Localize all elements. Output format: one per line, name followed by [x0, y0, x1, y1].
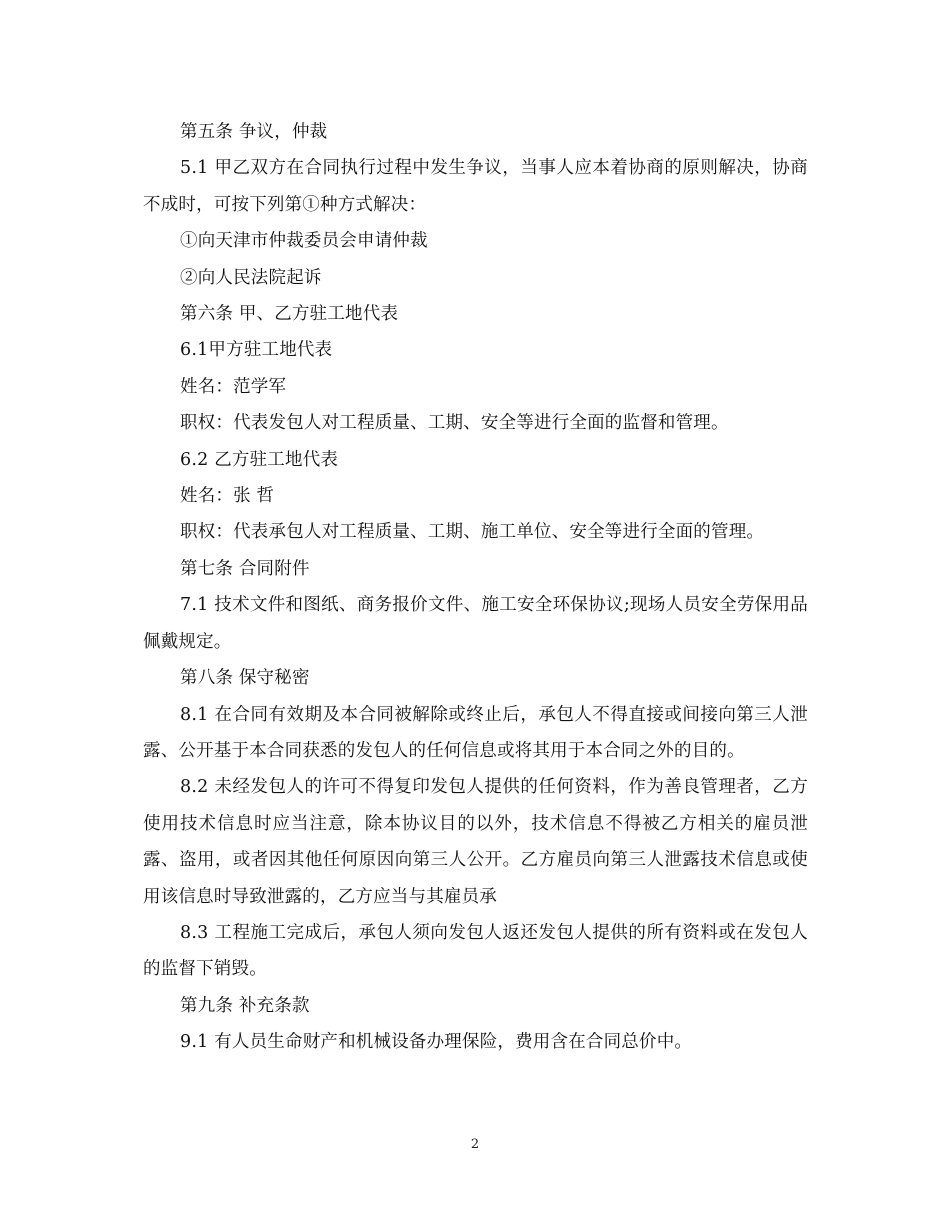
- clause-7-1: 7.1 技术文件和图纸、商务报价文件、施工安全环保协议;现场人员安全劳保用品佩戴规定。: [143, 595, 808, 652]
- clause-9-1: 9.1 有人员生命财产和机械设备办理保险，费用含在合同总价中。: [180, 1032, 693, 1053]
- clause-5-option-2: ②向人民法院起诉: [180, 267, 322, 288]
- party-a-rep-authority: 职权：代表发包人对工程质量、工期、安全等进行全面的监督和管理。: [180, 413, 729, 434]
- article-8-heading: 第八条 保守秘密: [180, 668, 310, 689]
- party-b-rep-name: 姓名：张 哲: [180, 486, 275, 507]
- party-b-rep-authority: 职权：代表承包人对工程质量、工期、施工单位、安全等进行全面的管理。: [180, 522, 765, 543]
- clause-6-2: 6.2 乙方驻工地代表: [180, 449, 339, 470]
- clause-8-3: 8.3 工程施工完成后，承包人须向发包人返还发包人提供的所有资料或在发包人的监督下销毁。: [143, 922, 808, 980]
- clause-5-option-1: ①向天津市仲裁委员会申请仲裁: [180, 231, 428, 252]
- party-a-rep-name: 姓名：范学军: [180, 376, 287, 397]
- page-number: 2: [470, 1137, 480, 1152]
- clause-5-1: 5.1 甲乙双方在合同执行过程中发生争议，当事人应本着协商的原则解决，协商不成时，可按下列第①种方式解决：: [143, 158, 808, 215]
- document-body: [143, 114, 808, 1061]
- clause-8-1: 8.1 在合同有效期及本合同被解除或终止后，承包人不得直接或间接向第三人泄露、公开基于本合同获悉的发包人的任何信息或将其用于本合同之外的目的。: [143, 704, 808, 761]
- article-5-heading: 第五条 争议，仲裁: [180, 122, 328, 142]
- article-9-heading: 第九条 补充条款: [180, 995, 310, 1016]
- article-6-heading: 第六条 甲、乙方驻工地代表: [180, 304, 399, 325]
- clause-6-1: 6.1甲方驻工地代表: [180, 340, 333, 361]
- clause-8-2: 8.2 未经发包人的许可不得复印发包人提供的任何资料，作为善良管理者，乙方使用技术信息时应当注意，除本协议目的以外，技术信息不得被乙方相关的雇员泄露、盗用，或者因其他任何原因向第三人公开。乙方雇员向第三人泄露技术信息或使用该信息时导致泄露的，乙方应当与其雇员承: [143, 777, 808, 907]
- article-7-heading: 第七条 合同附件: [180, 558, 310, 579]
